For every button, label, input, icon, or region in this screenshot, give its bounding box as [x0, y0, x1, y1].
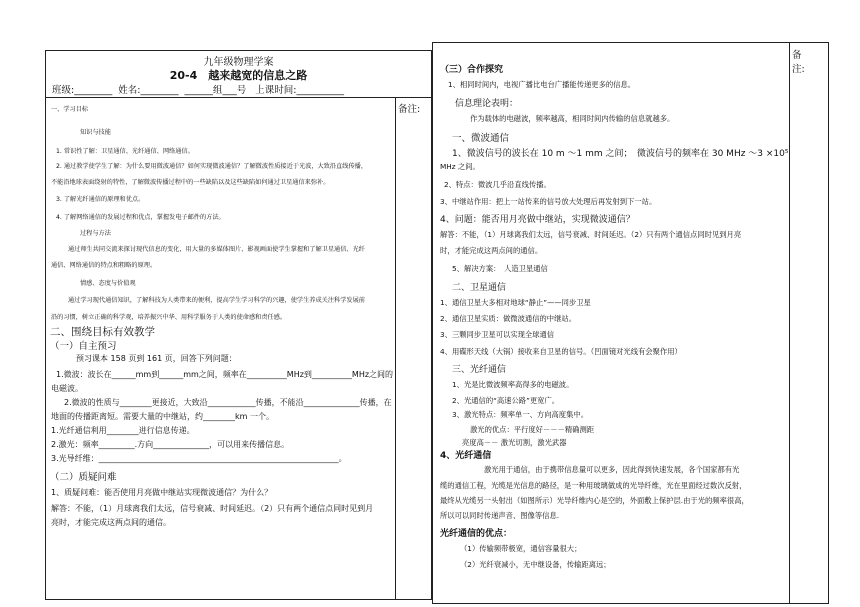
- knowledge-item-2b: 不能沿地球表面绕射的特性，了解微波传播过程中的一些缺陷以及这些缺陷如何通过卫星通信来弥补。: [51, 179, 330, 186]
- solution-line: 5、解决方案： 人造卫星通信: [452, 264, 548, 273]
- microwave-point-3: 3、中继站作用：把上一站传来的信号放大处理后再发射到下一站。: [440, 197, 657, 206]
- fiber-paragraph-3: 最终从光缆另一头射出（如图所示）光导纤维内心是空的，外面敷上保护层.由于光的频率很高，: [440, 496, 749, 505]
- moon-answer-b: 时，才能完成这两点间的通信。: [440, 246, 543, 255]
- emotion-title: 情感、态度与价值观: [80, 280, 136, 287]
- emotion-line-1: 通过学习现代通信知识，了解科技为人类带来的便利，提高学生学习科学的兴趣，使学生养成关注科学发展前: [68, 297, 365, 304]
- student-info-row: 班级:________ 姓名:________ ______组___号 上课时间:__________: [52, 85, 344, 96]
- question-2a: 2.微波的性质与________更接近，大致沿____________传播，不能沿______________传播，在: [64, 398, 392, 407]
- preview-intro: 预习课本 158 页到 161 页，回答下列问题：: [76, 354, 237, 363]
- fiber-advantage-1: （1）传输频带极宽，通信容量很大；: [460, 544, 582, 553]
- left-sheet: [45, 50, 432, 600]
- satellite-title: 二、卫星通信: [452, 283, 507, 293]
- fiber-comm-title: 4、光纤通信: [440, 451, 492, 461]
- section-objectives-title: 一、学习目标: [51, 106, 89, 113]
- laser-advantage-1: 激光的优点：平行度好－－－精确测距: [470, 425, 595, 434]
- process-title: 过程与方法: [80, 230, 111, 237]
- satellite-point-4: 4、用碟形天线（大锅）接收来自卫星的信号。（凹面镜对光线有会聚作用）: [440, 347, 682, 356]
- microwave-point-1b: MHz 之间。: [440, 162, 480, 171]
- knowledge-item-1: 1. 常识性了解：卫星通信、光纤通信、网络通信。: [56, 148, 194, 155]
- microwave-point-4: 4、问题：能否用月亮做中继站，实现微波通信？: [440, 215, 635, 225]
- process-line-1: 通过师生共同交流来探讨现代信息的变化，用大量的多媒体图片、影视画面使学生掌握和了解卫星通信、光纤: [68, 246, 365, 253]
- microwave-point-1a: 1、微波信号的波长在 10 m ～1 mm 之间； 微波信号的频率在 30 MHz ～3 ×10⁵: [452, 149, 789, 159]
- question-5: 3.光导纤维：____________________________________________________________。: [51, 454, 347, 463]
- question-4: 2.激光：频率_________.方向______________，可以用来传播信息。: [51, 440, 290, 449]
- satellite-point-3: 3、三颗同步卫星可以实现全球通信: [440, 330, 555, 339]
- satellite-point-2: 2、通信卫星实质：做微波通信的中继站。: [440, 314, 576, 323]
- knowledge-item-4: 4. 了解网络通信的发展过程和优点，掌握发电子邮件的方法。: [56, 214, 225, 221]
- grade-title: 九年级物理学案: [203, 57, 274, 68]
- question-2b: 地面的传播距离短。需要大量的中继站，约________km 一个。: [51, 412, 274, 421]
- remarks-divider: [395, 97, 396, 599]
- cooperative-title: （三）合作探究: [440, 65, 504, 75]
- laser-advantage-2: 亮度高－－ 激光切割，激光武器: [462, 438, 567, 447]
- right-remarks-label-2: 注:: [792, 64, 805, 75]
- fiber-paragraph-1: 激光用于通信，由于携带信息量可以更多，因此得到快速发展，各个国家都有光: [484, 465, 740, 474]
- lesson-title: 20-4 越来越宽的信息之路: [169, 69, 308, 82]
- question-1a: 1.微波：波长在______mm到______mm之间，频率在__________MHz到__________MHz之间的: [56, 370, 394, 379]
- fiber-paragraph-2: 缆的通信工程，光缆是光信息的路径，是一种用玻璃做成的光导纤维，光在里面经过数次反射，: [440, 481, 747, 490]
- doubt-title: （二）质疑问难: [50, 472, 117, 483]
- microwave-title: 一、微波通信: [452, 133, 510, 144]
- fiber-title: 三、光纤通信: [452, 365, 507, 375]
- fiber-point-3: 3、激光特点：频率单一、方向高度集中。: [452, 410, 588, 419]
- knowledge-item-2a: 2. 通过教学使学生了解：为什么要用微波通信？如何实现微波通信？了解微波性质接近于光波，大致沿直线传播，: [56, 163, 368, 170]
- info-theory-title: 信息理论表明：: [455, 99, 519, 109]
- emotion-line-2: 沿的习惯，树立正确的科学观，培养振兴中华、用科学服务于人类的使命感和责任感。: [51, 314, 287, 321]
- left-header: [46, 51, 431, 98]
- process-line-2: 通信、网络通信的特点和粗略的原理。: [51, 262, 157, 269]
- info-theory-text: 作为载体的电磁波，频率越高，相同时间内传输的信息就越多。: [470, 114, 675, 123]
- doubt-question: 1、质疑问难：能否使用月亮做中继站实现微波通信？为什么？: [51, 488, 273, 497]
- knowledge-title: 知识与技能: [80, 129, 111, 136]
- fiber-advantages-title: 光纤通信的优点：: [440, 529, 513, 539]
- right-remarks-label-1: 备: [792, 50, 802, 61]
- doubt-answer-1: 解答：不能，（1）月球离我们太远，信号衰减、时间延迟。（2）只有两个通信点同时见到月: [51, 504, 374, 513]
- r-line-1: 1、相同时间内，电视广播比电台广播能传递更多的信息。: [448, 80, 636, 89]
- remarks-label: 备注:: [398, 104, 421, 115]
- section-teaching-title: 二、围绕目标有效教学: [50, 326, 155, 338]
- satellite-point-1: 1、通信卫星大多相对地球“静止”——同步卫星: [440, 298, 591, 307]
- fiber-point-2: 2、光通信的“高速公路”更宽广。: [452, 396, 560, 405]
- doubt-answer-2: 亮时，才能完成这两点间的通信。: [51, 518, 171, 527]
- microwave-point-2: 2、特点：微波几乎沿直线传播。: [444, 180, 551, 189]
- self-preview-title: （一）自主预习: [50, 341, 117, 352]
- fiber-paragraph-4: 所以可以同时传递声音、图像等信息.: [440, 511, 560, 520]
- fiber-point-1: 1、光是比微波频率高得多的电磁波。: [452, 380, 574, 389]
- moon-answer-a: 解答：不能，（1）月球离我们太远，信号衰减、时间延迟。（2）只有两个通信点同时见到月亮: [440, 230, 742, 239]
- knowledge-item-3: 3. 了解光纤通信的原理和优点。: [56, 196, 145, 203]
- question-1b: 电磁波。: [51, 384, 83, 393]
- right-remarks-column: [788, 42, 829, 604]
- question-3: 1.光纤通信利用________进行信息传递。: [51, 426, 195, 435]
- fiber-advantage-2: （2）光纤衰减小，无中继设备，传输距离远；: [460, 560, 611, 569]
